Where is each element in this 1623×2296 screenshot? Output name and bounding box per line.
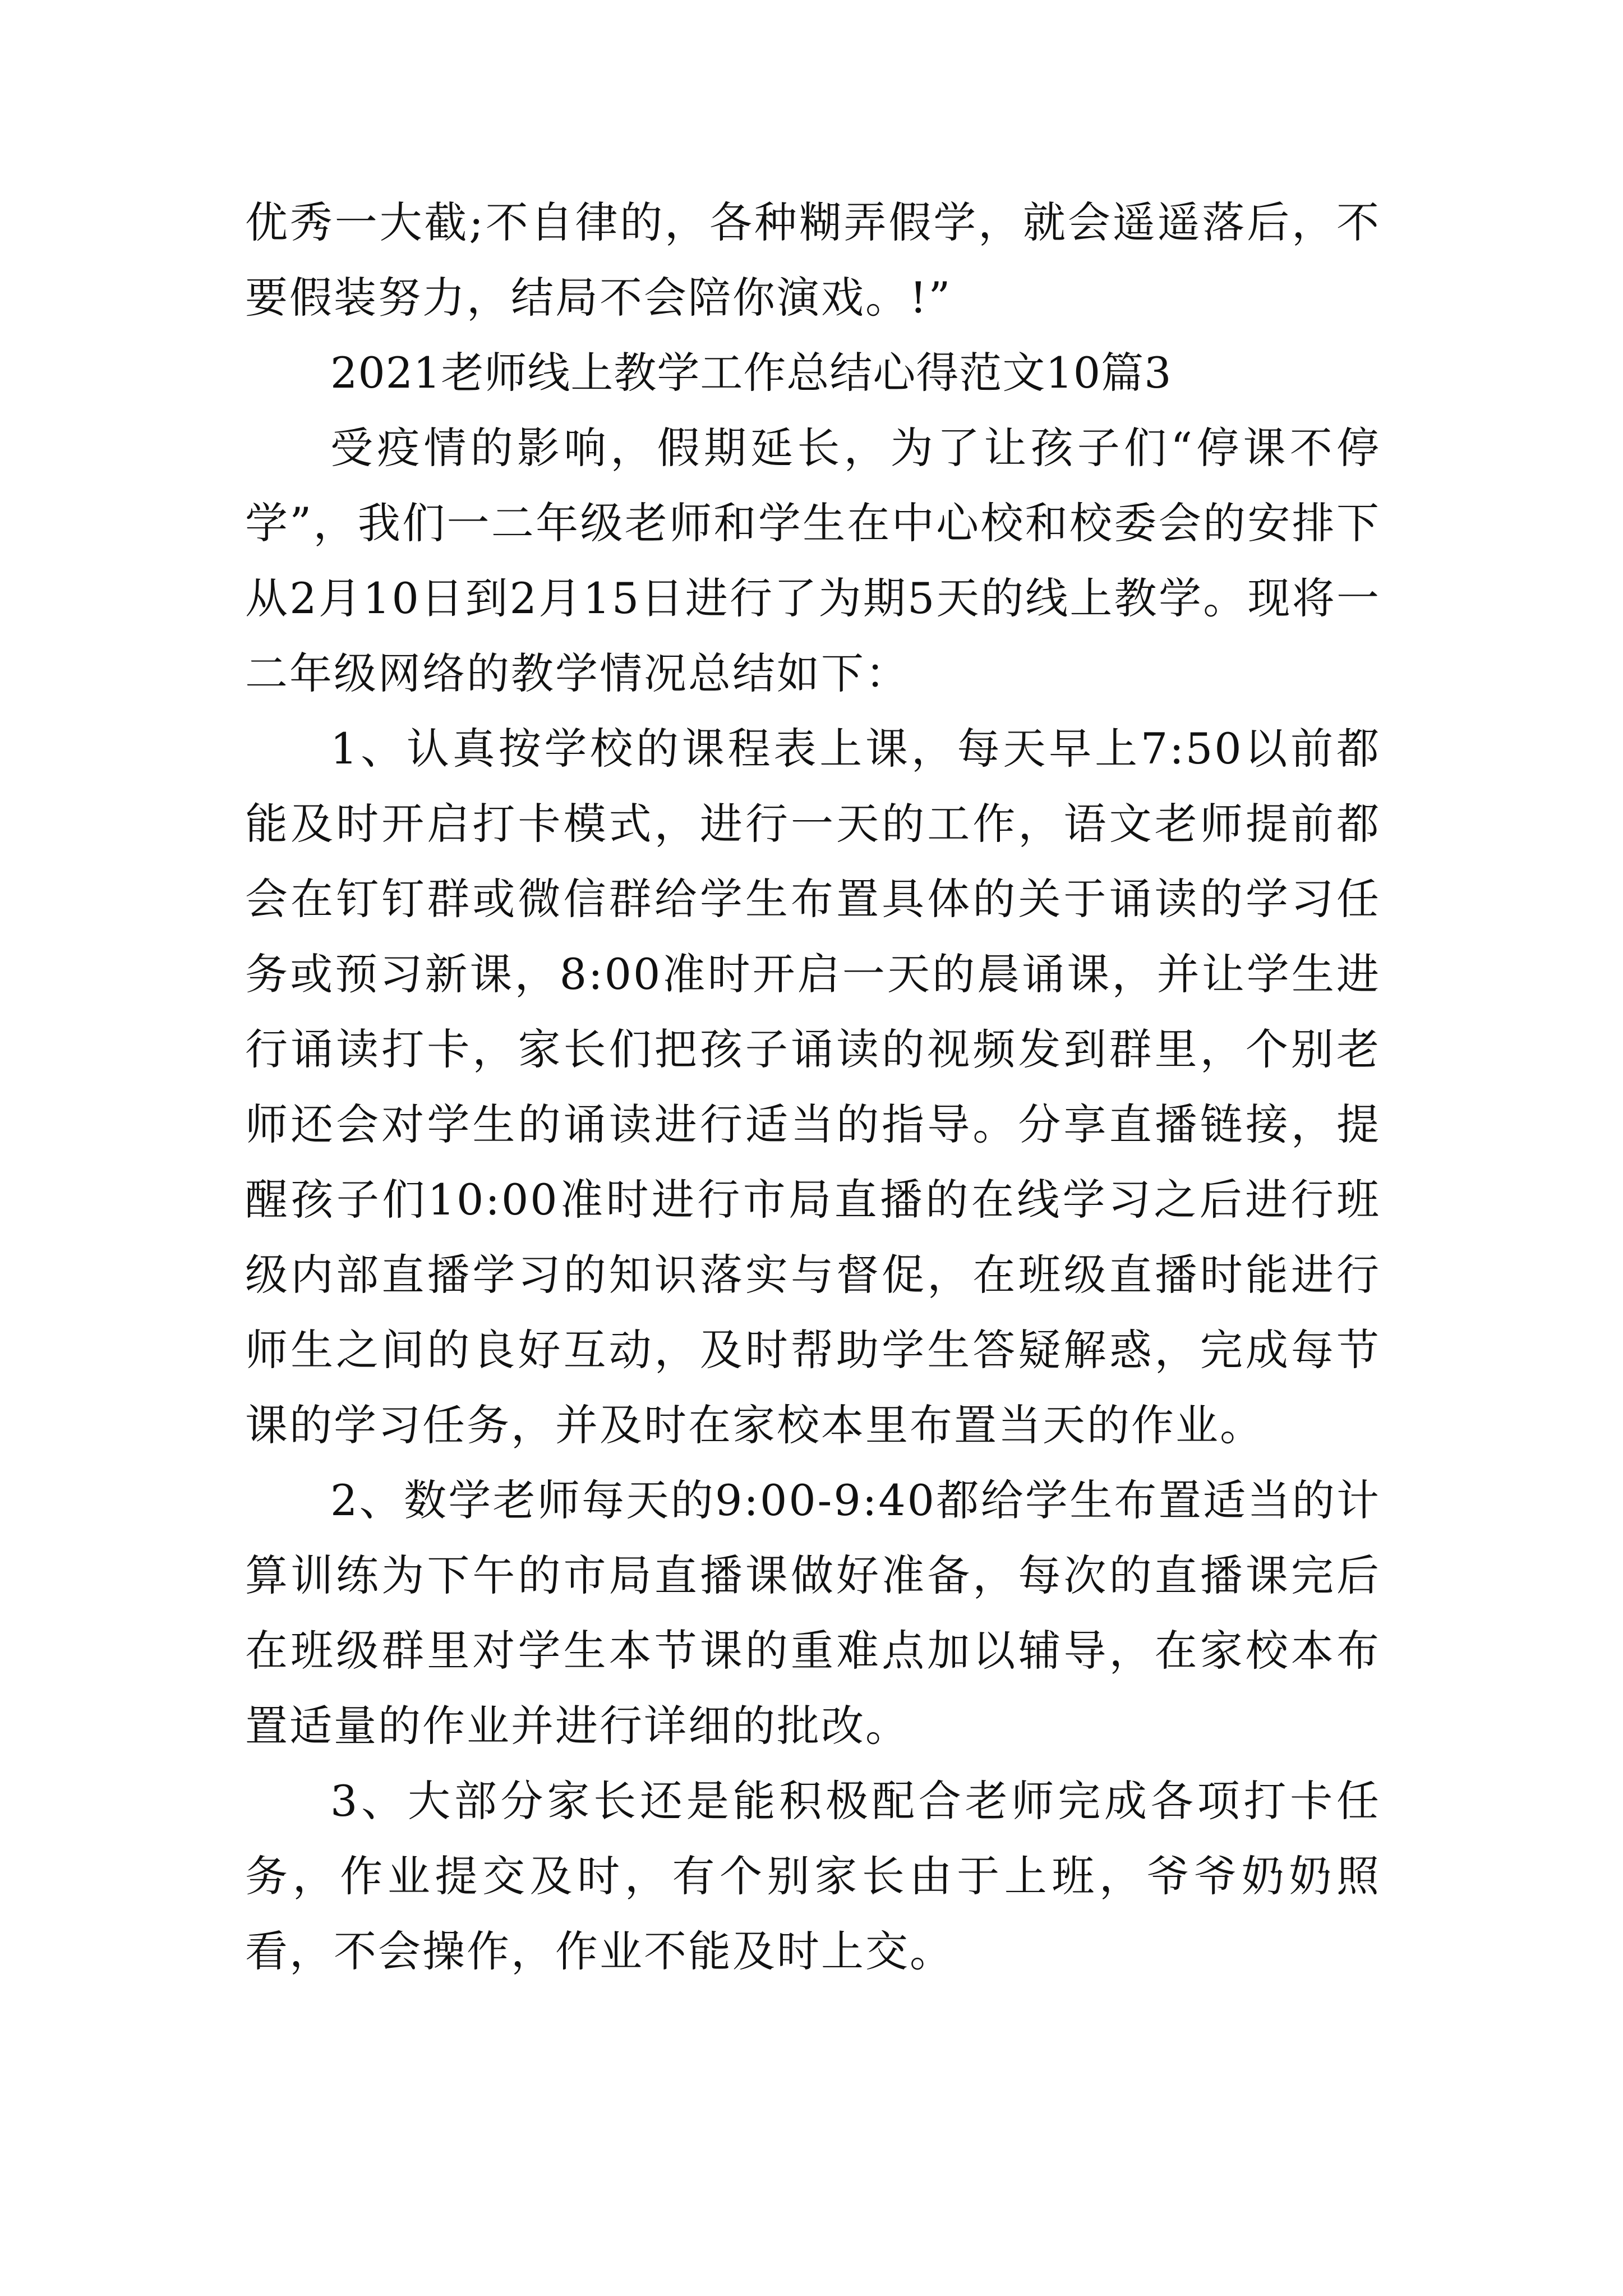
- paragraph-item-3: 3、大部分家长还是能积极配合老师完成各项打卡任务，作业提交及时，有个别家长由于上班，爷爷奶奶照看，不会操作，作业不能及时上交。: [245, 1776, 1381, 1976]
- paragraph-intro: 受疫情的影响，假期延长，为了让孩子们“停课不停学”，我们一二年级老师和学生在中心校和校委会的安排下从2月10日到2月15日进行了为期5天的线上教学。现将一二年级网络的教学情况总结如下：: [245, 423, 1381, 698]
- paragraph-item-1: 1、认真按学校的课程表上课，每天早上7:50以前都能及时开启打卡模式，进行一天的工作，语文老师提前都会在钉钉群或微信群给学生布置具体的关于诵读的学习任务或预习新课，8:00准时开启一天的晨诵课，并让学生进行诵读打卡，家长们把孩子诵读的视频发到群里，个别老师还会对学生的诵读进行适当的指导。分享直播链接，提醒孩子们10:00准时进行市局直播的在线学习之后进行班级内部直播学习的知识落实与督促，在班级直播时能进行师生之间的良好互动，及时帮助学生答疑解惑，完成每节课的学习任务，并及时在家校本里布置当天的作业。: [245, 724, 1381, 1450]
- paragraph-item-2: 2、数学老师每天的9:00-9:40都给学生布置适当的计算训练为下午的市局直播课做好准备，每次的直播课完后在班级群里对学生本节课的重难点加以辅导，在家校本布置适量的作业并进行详细的批改。: [245, 1475, 1381, 1751]
- document-body: [245, 185, 1381, 1989]
- paragraph-continuation: 优秀一大截;不自律的，各种糊弄假学，就会遥遥落后，不要假装努力，结局不会陪你演戏。!”: [245, 197, 1381, 323]
- section-heading: 2021老师线上教学工作总结心得范文10篇3: [330, 348, 1172, 398]
